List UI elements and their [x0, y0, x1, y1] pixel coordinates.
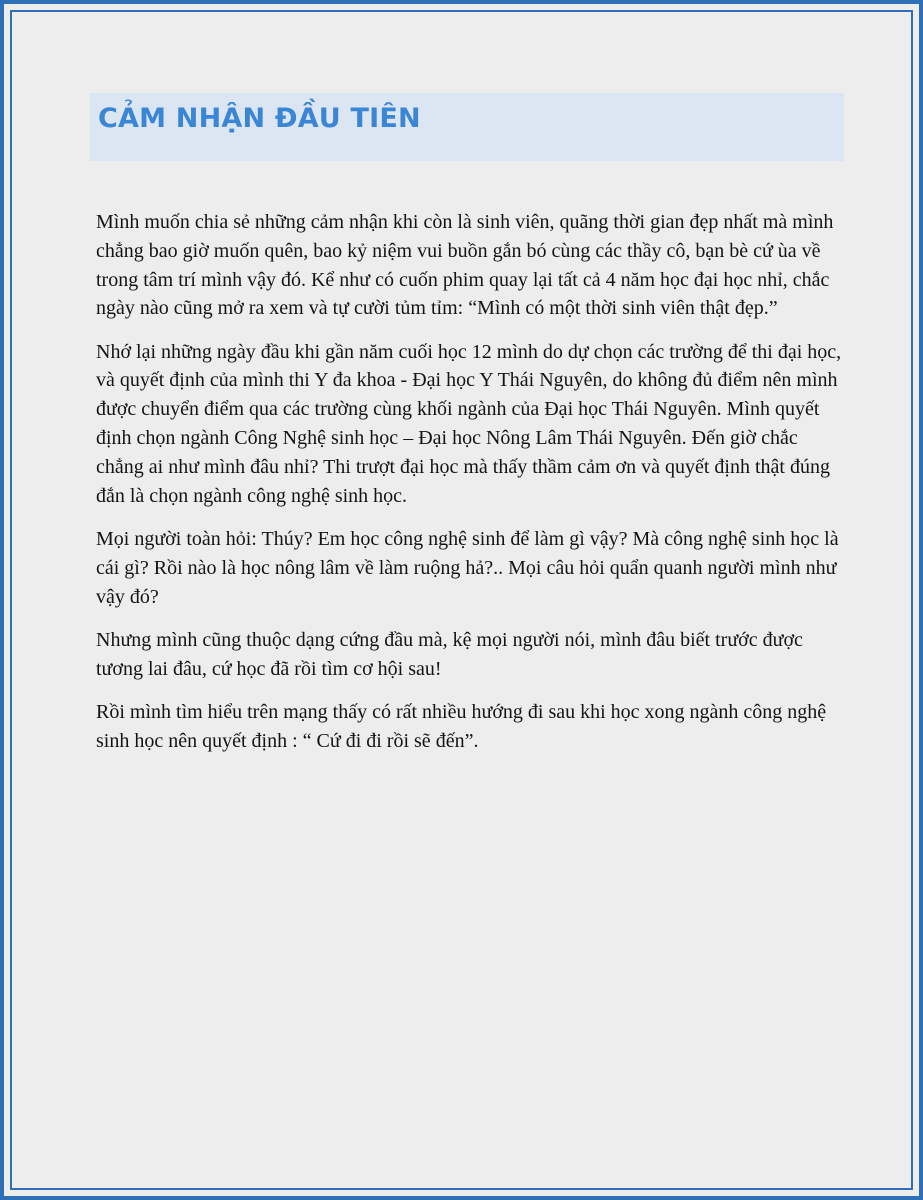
paragraph-2: Nhớ lại những ngày đầu khi gần năm cuối học 12 mình do dự chọn các trường để thi đại học, và quyết định của mình thi Y đa khoa - Đại học Y Thái Nguyên, do không đủ điểm nên mình được chuyển điểm qua các trường cùng khối ngành của Đại học Thái Nguyên. Mình quyết định chọn ngành Công Nghệ sinh học – Đại học Nông Lâm Thái Nguyên. Đến giờ chắc chẳng ai như mình đâu nhỉ? Thi trượt đại học mà thấy thầm cảm ơn và quyết định thật đúng đắn là chọn ngành công nghệ sinh học. — [96, 340, 842, 507]
paragraph-1: Mình muốn chia sẻ những cảm nhận khi còn là sinh viên, quãng thời gian đẹp nhất mà mình chẳng bao giờ muốn quên, bao kỷ niệm vui buồn gắn bó cùng các thầy cô, bạn bè cứ ùa về trong tâm trí mình vậy đó. Kể như có cuốn phim quay lại tất cả 4 năm học đại học nhỉ, chắc ngày nào cũng mở ra xem và tự cười tủm tỉm: “Mình có một thời sinh viên thật đẹp.” — [96, 211, 834, 320]
page-title: CẢM NHẬN ĐẦU TIÊN — [98, 103, 421, 134]
article-body — [96, 208, 848, 770]
paragraph-4: Nhưng mình cũng thuộc dạng cứng đầu mà, kệ mọi người nói, mình đâu biết trước được tương lai đâu, cứ học đã rồi tìm cơ hội sau! — [96, 628, 803, 680]
paragraph-3: Mọi người toàn hỏi: Thúy? Em học công nghệ sinh để làm gì vậy? Mà công nghệ sinh học là cái gì? Rồi nào là học nông lâm về làm ruộng hả?.. Mọi câu hỏi quẩn quanh người mình như vậy đó? — [96, 527, 839, 608]
paragraph-5: Rồi mình tìm hiểu trên mạng thấy có rất nhiều hướng đi sau khi học xong ngành công nghệ sinh học nên quyết định : “ Cứ đi đi rồi sẽ đến”. — [96, 700, 827, 752]
title-banner — [90, 93, 844, 161]
